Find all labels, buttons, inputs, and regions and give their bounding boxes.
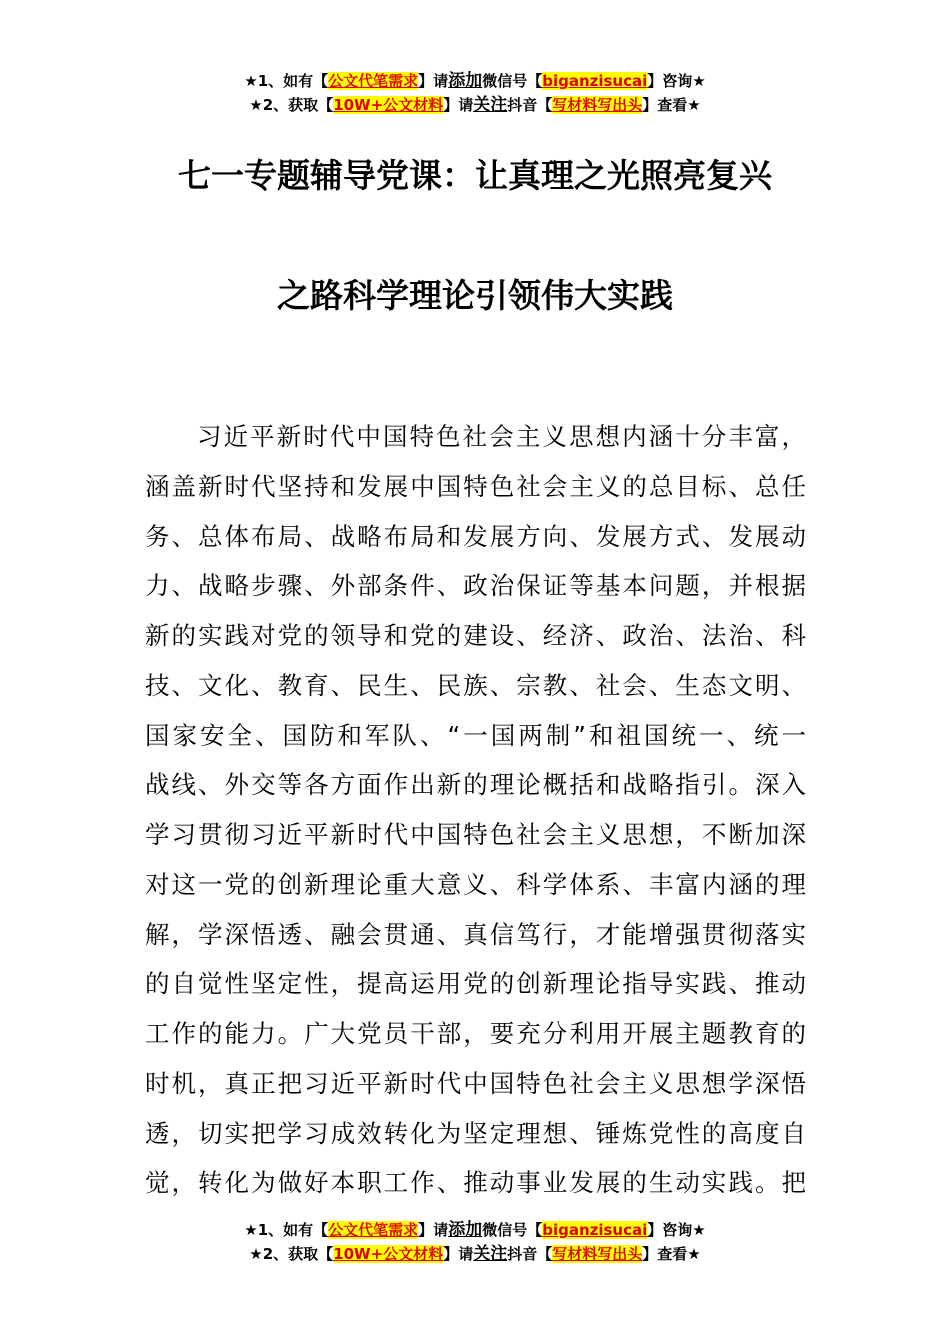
banner-text: ★2、获取【	[249, 1245, 334, 1263]
body-line: 技、文化、教育、民生、民族、宗教、社会、生态文明、	[145, 670, 806, 700]
banner-text: 】请	[443, 96, 474, 114]
banner-text: 抖音【	[507, 96, 553, 114]
banner-text: ★1、如有【	[244, 1221, 329, 1239]
body-line: 对这一党的创新理论重大意义、科学体系、丰富内涵的理	[145, 869, 806, 899]
banner-highlight: 公文代笔需求	[328, 1221, 419, 1239]
banner-line-2	[0, 1242, 950, 1266]
body-line: 时机，真正把习近平新时代中国特色社会主义思想学深悟	[145, 1068, 806, 1098]
body-paragraph	[145, 412, 806, 1208]
body-line: 务、总体布局、战略布局和发展方向、发展方式、发展动	[145, 521, 806, 551]
banner-highlight: 公文代笔需求	[328, 72, 419, 90]
body-line: 涵盖新时代坚持和发展中国特色社会主义的总目标、总任	[145, 471, 806, 501]
banner-underline: 关注	[473, 95, 508, 115]
banner-text: 】请	[443, 1245, 474, 1263]
banner-text: 】请	[418, 1221, 449, 1239]
body-line: 力、战略步骤、外部条件、政治保证等基本问题，并根据	[145, 571, 806, 601]
banner-text: 】请	[418, 72, 449, 90]
banner-text: ★2、获取【	[249, 96, 334, 114]
banner-text: 】查看★	[642, 1245, 701, 1263]
title-line-2: 之路科学理论引领伟大实践	[277, 276, 673, 315]
banner-line-2	[0, 93, 950, 117]
banner-text: 微信号【	[482, 72, 543, 90]
banner-highlight: biganzisucai	[542, 72, 648, 90]
body-line: 工作的能力。广大党员干部，要充分利用开展主题教育的	[145, 1019, 806, 1048]
banner-highlight: biganzisucai	[542, 1221, 648, 1239]
title-line-1: 七一专题辅导党课：让真理之光照亮复兴	[178, 156, 772, 195]
banner-text: 】查看★	[642, 96, 701, 114]
banner-underline: 关注	[473, 1244, 508, 1264]
body-line: 学习贯彻习近平新时代中国特色社会主义思想，不断加深	[145, 820, 806, 849]
banner-highlight: 10W+公文材料	[333, 1245, 444, 1263]
banner-text: 微信号【	[482, 1221, 543, 1239]
banner-highlight: 写材料写出头	[552, 1245, 643, 1263]
body-line: 习近平新时代中国特色社会主义思想内涵十分丰富，	[197, 422, 806, 451]
banner-highlight: 写材料写出头	[552, 96, 643, 114]
banner-text: ★1、如有【	[244, 72, 329, 90]
banner-underline: 添加	[448, 1220, 483, 1240]
banner-highlight: 10W+公文材料	[333, 96, 444, 114]
body-line: 的自觉性坚定性，提高运用党的创新理论指导实践、推动	[145, 969, 806, 999]
body-line: 觉，转化为做好本职工作、推动事业发展的生动实践。把	[145, 1168, 806, 1198]
body-line: 新的实践对党的领导和党的建设、经济、政治、法治、科	[145, 621, 806, 650]
banner-text: 】咨询★	[647, 1221, 706, 1239]
banner-text: 】咨询★	[647, 72, 706, 90]
banner-line-1	[0, 1218, 950, 1242]
footer-banner	[0, 1218, 950, 1266]
body-line: 战线、外交等各方面作出新的理论概括和战略指引。深入	[145, 770, 806, 800]
banner-underline: 添加	[448, 71, 483, 91]
header-banner	[0, 69, 950, 117]
body-line: 国家安全、国防和军队、“一国两制”和祖国统一、统一	[145, 720, 806, 750]
banner-text: 抖音【	[507, 1245, 553, 1263]
body-line: 透，切实把学习成效转化为坚定理想、锤炼党性的高度自	[145, 1118, 806, 1148]
body-line: 解，学深悟透、融会贯通、真信笃行，才能增强贯彻落实	[145, 919, 806, 949]
banner-line-1	[0, 69, 950, 93]
